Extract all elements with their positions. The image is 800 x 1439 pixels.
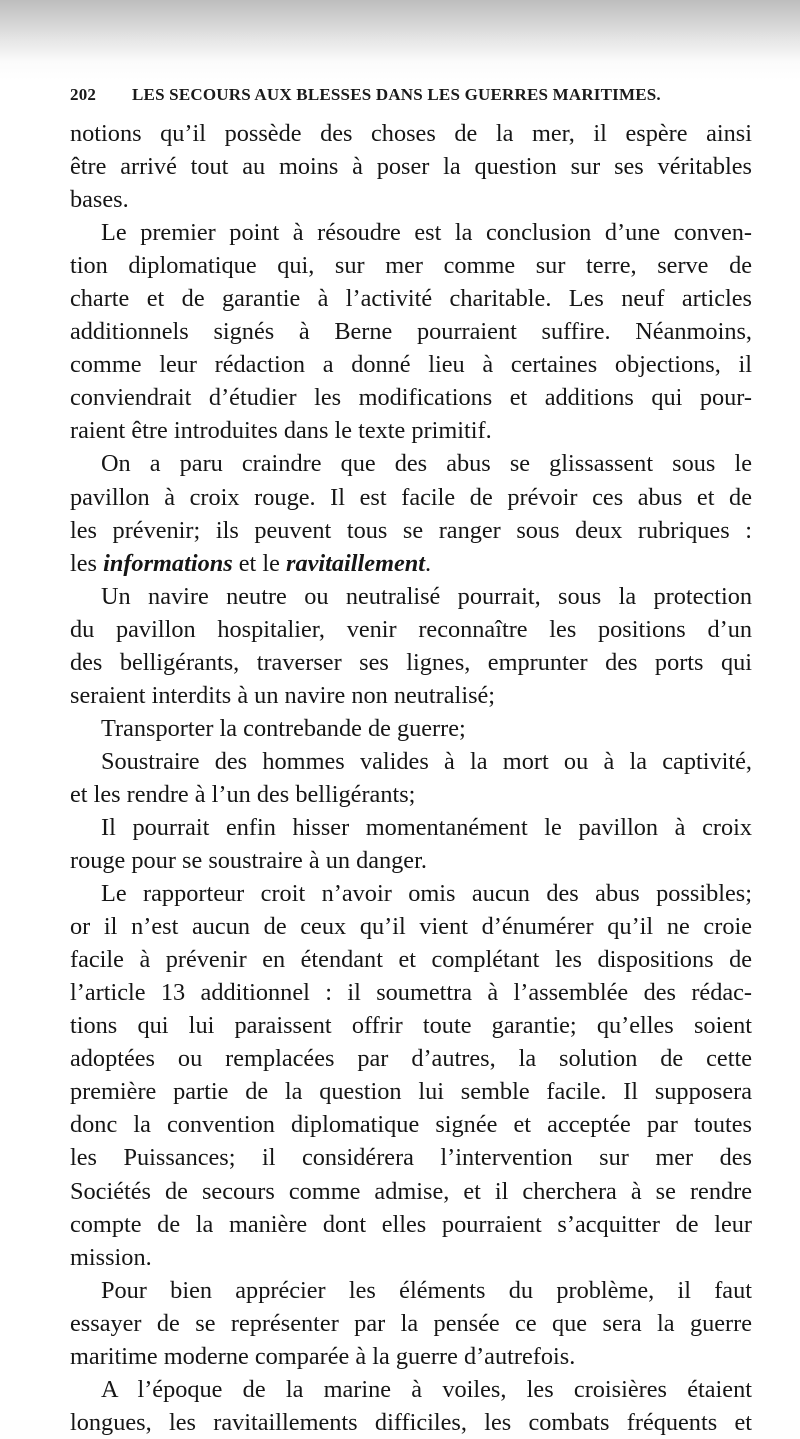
text-line: des belligérants, traverser ses lignes, emprunter des ports qui: [70, 648, 752, 676]
text-line: On a paru craindre que des abus se glissassent sous le: [101, 450, 752, 478]
text-line: Pour bien apprécier les éléments du problème, il faut: [101, 1276, 752, 1304]
text-line: donc la convention diplomatique signée et acceptée par toutes: [70, 1111, 752, 1139]
text-line: mission.: [70, 1243, 152, 1271]
text-line: Le premier point à résoudre est la conclusion d’une conven-: [101, 219, 752, 247]
text-line: A l’époque de la marine à voiles, les croisières étaient: [101, 1375, 752, 1403]
text-line: les prévenir; ils peuvent tous se ranger sous deux rubriques :: [70, 516, 752, 544]
text-line: raient être introduites dans le texte primitif.: [70, 417, 492, 445]
text-line: première partie de la question lui semble facile. Il supposera: [70, 1078, 752, 1106]
italic-term: informations: [103, 549, 233, 577]
text-fragment: .: [425, 549, 432, 577]
text-line: rouge pour se soustraire à un danger.: [70, 847, 427, 875]
text-line: l’article 13 additionnel : il soumettra à l’assemblée des rédac-: [70, 979, 752, 1007]
text-line: comme leur rédaction a donné lieu à certaines objections, il: [70, 351, 752, 379]
text-line: Un navire neutre ou neutralisé pourrait, sous la protection: [101, 582, 752, 610]
text-line: adoptées ou remplacées par d’autres, la solution de cette: [70, 1045, 752, 1073]
text-line: or il n’est aucun de ceux qu’il vient d’énumérer qu’il ne croie: [70, 913, 752, 941]
text-line: additionnels signés à Berne pourraient suffire. Néanmoins,: [70, 318, 752, 346]
running-title: LES SECOURS AUX BLESSES DANS LES GUERRES MARITIMES.: [132, 85, 661, 104]
text-line: du pavillon hospitalier, venir reconnaître les positions d’un: [70, 615, 752, 643]
italic-term: ravitaillement: [286, 549, 426, 577]
text-line: conviendrait d’étudier les modifications et additions qui pour-: [70, 384, 752, 412]
text-line: être arrivé tout au moins à poser la question sur ses véritables: [70, 153, 752, 181]
text-line: seraient interdits à un navire non neutralisé;: [70, 681, 496, 709]
text-line: tion diplomatique qui, sur mer comme sur terre, serve de: [70, 252, 752, 280]
text-line: Sociétés de secours comme admise, et il cherchera à se rendre: [70, 1177, 752, 1205]
text-line: essayer de se représenter par la pensée ce que sera la guerre: [70, 1309, 752, 1337]
page-number: 202: [70, 85, 97, 104]
text-line: pavillon à croix rouge. Il est facile de prévoir ces abus et de: [70, 483, 752, 511]
text-line: bases.: [70, 186, 129, 214]
text-line: Le rapporteur croit n’avoir omis aucun des abus possibles;: [101, 880, 752, 908]
text-line: maritime moderne comparée à la guerre d’autrefois.: [70, 1342, 576, 1370]
body-text: [70, 117, 752, 1439]
text-line: les Puissances; il considérera l’intervention sur mer des: [70, 1144, 752, 1172]
text-fragment: les: [70, 549, 104, 577]
text-fragment: et le: [232, 549, 286, 577]
text-line: compte de la manière dont elles pourraient s’acquitter de leur: [70, 1210, 752, 1238]
text-line: longues, les ravitaillements difficiles, les combats fréquents et: [70, 1408, 752, 1436]
text-line: Transporter la contrebande de guerre;: [101, 714, 466, 742]
text-line: Soustraire des hommes valides à la mort ou à la captivité,: [101, 747, 752, 775]
text-line: [70, 547, 752, 580]
text-line: tions qui lui paraissent offrir toute garantie; qu’elles soient: [70, 1012, 752, 1040]
text-line: et les rendre à l’un des belligérants;: [70, 780, 416, 808]
text-line: charte et de garantie à l’activité charitable. Les neuf articles: [70, 285, 752, 313]
running-header: [70, 85, 752, 115]
text-line: notions qu’il possède des choses de la mer, il espère ainsi: [70, 120, 752, 147]
text-line: Il pourrait enfin hisser momentanément le pavillon à croix: [101, 813, 752, 841]
text-line: facile à prévenir en étendant et complétant les dispositions de: [70, 946, 752, 974]
